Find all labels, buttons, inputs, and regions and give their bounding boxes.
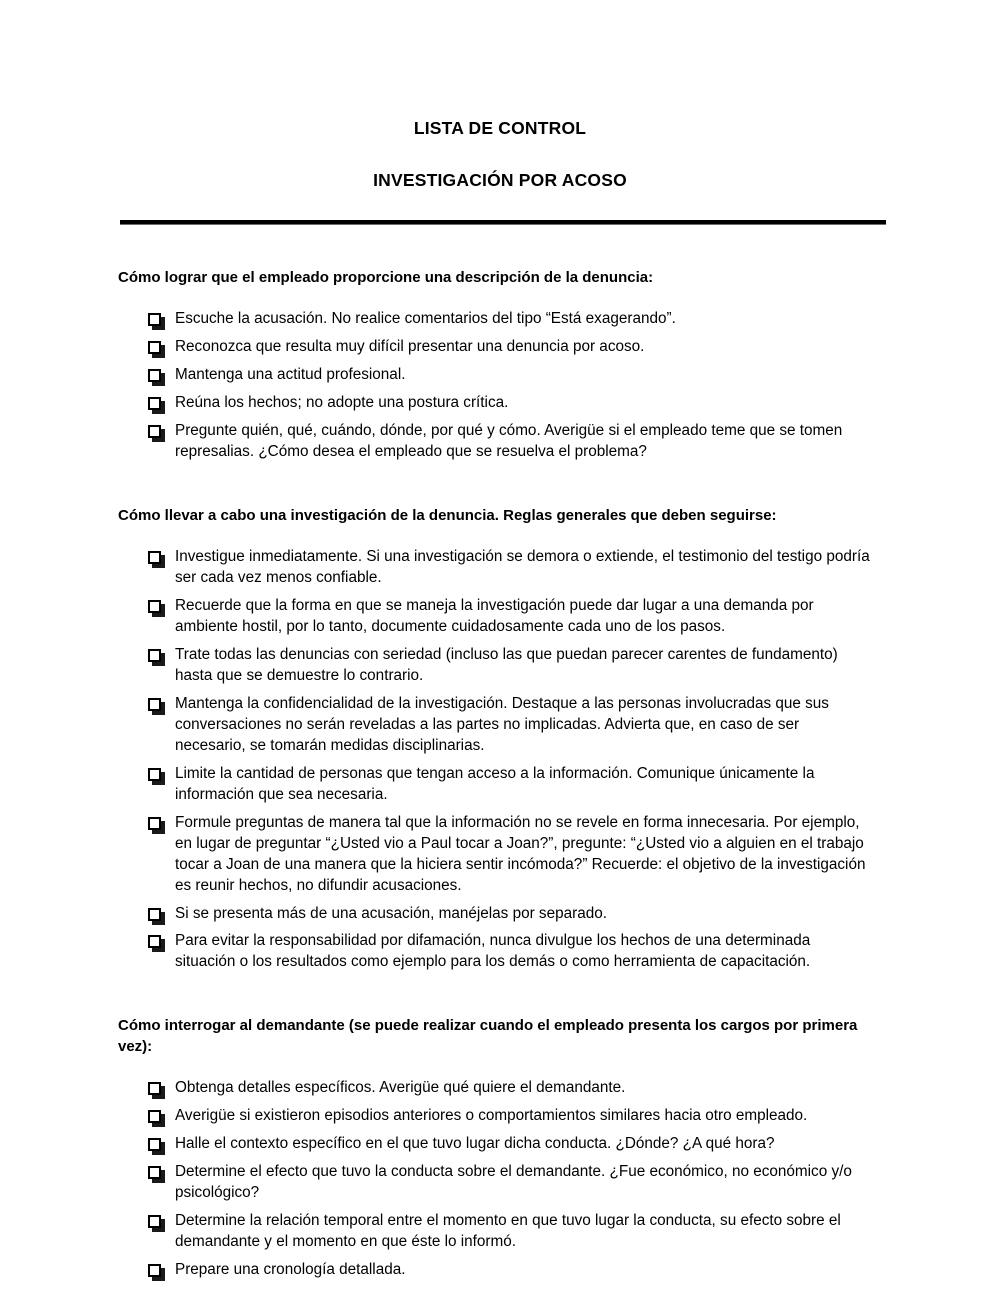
- checklist: [118, 309, 1000, 463]
- list-item-label: Obtenga detalles específicos. Averigüe qué quiere el demandante.: [175, 1078, 626, 1096]
- empty-checkbox-icon[interactable]: [148, 1215, 161, 1228]
- spacer-section: [118, 973, 1000, 1016]
- empty-checkbox-icon[interactable]: [148, 1110, 161, 1123]
- section-interview-complainant: [118, 1016, 1000, 1280]
- list-item-label: Si se presenta más de una acusación, manéjelas por separado.: [175, 904, 607, 922]
- list-item[interactable]: [118, 1134, 870, 1155]
- list-item[interactable]: [118, 813, 870, 897]
- spacer-after-divider: [0, 225, 1000, 268]
- list-item[interactable]: [118, 694, 870, 757]
- list-item-label: Halle el contexto específico en el que tuvo lugar dicha conducta. ¿Dónde? ¿A qué hora?: [175, 1134, 775, 1152]
- section-conduct-investigation: [118, 506, 1000, 973]
- empty-checkbox-icon[interactable]: [148, 341, 161, 354]
- list-item-label: Trate todas las denuncias con seriedad (incluso las que puedan parecer carentes de fundamento) hasta que se demuestre lo contrario.: [175, 646, 838, 684]
- page-title: LISTA DE CONTROL: [413, 118, 587, 138]
- list-item[interactable]: [118, 547, 870, 589]
- list-item[interactable]: [118, 1106, 870, 1127]
- list-item[interactable]: [118, 421, 870, 463]
- spacer-heading-list: [118, 526, 1000, 547]
- title-block: [0, 0, 1000, 191]
- list-item[interactable]: [118, 645, 870, 687]
- list-item-label: Pregunte quién, qué, cuándo, dónde, por qué y cómo. Averigüe si el empleado teme que se tomen represalias. ¿Cómo desea el empleado que se resuelva el problema?: [175, 422, 843, 461]
- list-item-label: Investigue inmediatamente. Si una investigación se demora o extiende, el testimonio del testigo podría ser cada vez menos confiable.: [175, 548, 870, 587]
- empty-checkbox-icon[interactable]: [148, 698, 161, 711]
- section-heading: Cómo interrogar al demandante (se puede realizar cuando el empleado presenta los cargos por primera vez):: [118, 1017, 858, 1055]
- empty-checkbox-icon[interactable]: [148, 649, 161, 662]
- list-item-label: Recuerde que la forma en que se maneja la investigación puede dar lugar a una demanda por ambiente hostil, por lo tanto, documente cuidadosamente cada uno de los pasos.: [175, 597, 814, 636]
- list-item-label: Mantenga la confidencialidad de la investigación. Destaque a las personas involucradas que sus conversaciones no serán reveladas a las partes no implicadas. Advierta que, en caso de ser necesario, se tomarán medidas disciplinarias.: [175, 694, 829, 754]
- list-item-label: Limite la cantidad de personas que tengan acceso a la información. Comunique únicamente la información que sea necesaria.: [175, 764, 815, 803]
- empty-checkbox-icon[interactable]: [148, 908, 161, 921]
- empty-checkbox-icon[interactable]: [148, 1166, 161, 1179]
- section-obtain-description: [118, 268, 1000, 463]
- list-item[interactable]: [118, 1078, 870, 1099]
- spacer-heading-list: [118, 1057, 1000, 1078]
- list-item-label: Reúna los hechos; no adopte una postura crítica.: [175, 394, 509, 412]
- empty-checkbox-icon[interactable]: [148, 1138, 161, 1151]
- list-item[interactable]: [118, 1211, 870, 1253]
- list-item[interactable]: [118, 764, 870, 806]
- list-item[interactable]: [118, 1260, 870, 1281]
- empty-checkbox-icon[interactable]: [148, 817, 161, 830]
- empty-checkbox-icon[interactable]: [148, 551, 161, 564]
- empty-checkbox-icon[interactable]: [148, 313, 161, 326]
- list-item-label: Reconozca que resulta muy difícil presentar una denuncia por acoso.: [175, 338, 645, 356]
- list-item-label: Averigüe si existieron episodios anteriores o comportamientos similares hacia otro empleado.: [175, 1106, 808, 1124]
- list-item[interactable]: [118, 393, 870, 414]
- list-item[interactable]: [118, 309, 870, 330]
- checklist: [118, 547, 1000, 973]
- list-item-label: Para evitar la responsabilidad por difamación, nunca divulgue los hechos de una determinada situación o los resultados como ejemplo para los demás o como herramienta de capacitación.: [175, 932, 811, 971]
- section-heading: Cómo lograr que el empleado proporcione una descripción de la denuncia:: [118, 269, 654, 286]
- checklist: [118, 1078, 1000, 1281]
- list-item[interactable]: [118, 337, 870, 358]
- empty-checkbox-icon[interactable]: [148, 369, 161, 382]
- list-item-label: Escuche la acusación. No realice comentarios del tipo “Está exagerando”.: [175, 310, 676, 328]
- list-item-label: Determine la relación temporal entre el momento en que tuvo lugar la conducta, su efecto sobre el demandante y el momento en que éste lo informó.: [175, 1211, 841, 1250]
- spacer-section: [118, 463, 1000, 506]
- page-subtitle: INVESTIGACIÓN POR ACOSO: [373, 170, 627, 190]
- list-item[interactable]: [118, 596, 870, 638]
- empty-checkbox-icon[interactable]: [148, 935, 161, 948]
- list-item-label: Mantenga una actitud profesional.: [175, 366, 406, 384]
- list-item[interactable]: [118, 365, 870, 386]
- list-item-label: Prepare una cronología detallada.: [175, 1260, 406, 1278]
- document-body: [0, 268, 1000, 1281]
- empty-checkbox-icon[interactable]: [148, 600, 161, 613]
- list-item-label: Formule preguntas de manera tal que la información no se revele en forma innecesaria. Por ejemplo, en lugar de preguntar “¿Usted vio a Paul tocar a Joan?”, pregunte: “¿Usted vio a alguien en el trabajo tocar a Joan de una manera que la hiciera sentir incómoda?” Recuerde: el objetivo de la investigación es reunir hechos, no difundir acusaciones.: [175, 813, 866, 894]
- list-item-label: Determine el efecto que tuvo la conducta sobre el demandante. ¿Fue económico, no económico y/o psicológico?: [175, 1162, 852, 1201]
- section-heading: Cómo llevar a cabo una investigación de la denuncia. Reglas generales que deben seguirse:: [118, 506, 777, 524]
- list-item[interactable]: [118, 931, 870, 973]
- empty-checkbox-icon[interactable]: [148, 397, 161, 410]
- spacer-heading-list: [118, 288, 1000, 309]
- empty-checkbox-icon[interactable]: [148, 1264, 161, 1277]
- list-item[interactable]: [118, 1162, 870, 1204]
- empty-checkbox-icon[interactable]: [148, 425, 161, 438]
- empty-checkbox-icon[interactable]: [148, 768, 161, 781]
- list-item[interactable]: [118, 904, 870, 925]
- empty-checkbox-icon[interactable]: [148, 1082, 161, 1095]
